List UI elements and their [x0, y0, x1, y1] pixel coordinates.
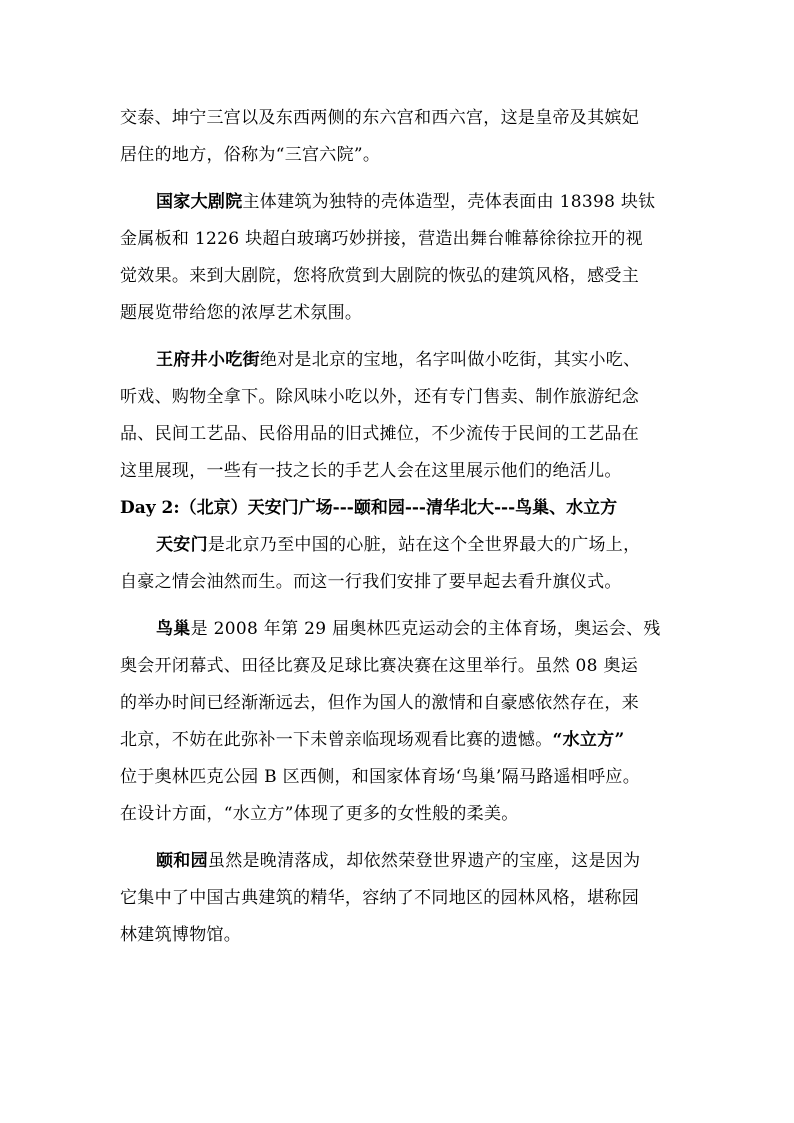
text-line	[120, 527, 680, 564]
text-line: 居住的地方，俗称为“三宫六院”。	[120, 145, 381, 165]
attraction-name: 国家大剧院	[156, 192, 243, 212]
attraction-name: 颐和园	[156, 851, 208, 871]
text-span: 绝对是北京的宝地，名字叫做小吃街，其实小吃、	[259, 350, 641, 370]
text-line: 听戏、购物全拿下。除风味小吃以外，还有专门售卖、制作旅游纪念	[120, 387, 639, 407]
paragraph-wangfujing	[120, 342, 680, 490]
paragraph-national-grand-theater	[120, 184, 680, 332]
paragraph-tiananmen	[120, 527, 680, 601]
text-line: 林建筑博物馆。	[120, 925, 242, 945]
text-line	[120, 722, 680, 759]
text-line: 觉效果。来到大剧院，您将欣赏到大剧院的恢弘的建筑风格，感受主	[120, 266, 639, 286]
text-line	[120, 342, 680, 379]
attraction-name: 天安门	[156, 535, 208, 555]
text-line: 的举办时间已经渐渐远去，但作为国人的激情和自豪感依然存在，来	[120, 693, 639, 713]
paragraph-summer-palace	[120, 843, 680, 954]
text-line: 它集中了中国古典建筑的精华，容纳了不同地区的园林风格，堪称园	[120, 888, 639, 908]
text-line: 奥会开闭幕式、田径比赛及足球比赛决赛在这里举行。虽然 08 奥运	[120, 656, 639, 676]
document-page	[120, 100, 680, 954]
text-line: 交泰、坤宁三宫以及东西两侧的东六宫和西六宫，这是皇帝及其嫔妃	[120, 108, 639, 128]
attraction-name: 王府井小吃街	[156, 350, 260, 370]
text-line: 在设计方面，“水立方”体现了更多的女性般的柔美。	[120, 804, 519, 824]
text-span: 是 2008 年第 29 届奥林匹克运动会的主体育场，奥运会、残	[190, 619, 661, 639]
text-span: 北京，不妨在此弥补一下未曾亲临现场观看比赛的遗憾。	[120, 730, 553, 750]
text-span: 虽然是晚清落成，却依然荣登世界遗产的宝座，这是因为	[207, 851, 641, 871]
day-2-heading: Day 2:（北京）天安门广场---颐和园---清华北大---鸟巢、水立方	[120, 498, 618, 518]
text-line	[120, 184, 680, 221]
text-line: 位于奥林匹克公园 B 区西侧，和国家体育场‘鸟巢’隔马路遥相呼应。	[120, 767, 641, 787]
text-line: 品、民间工艺品、民俗用品的旧式摊位，不少流传于民间的工艺品在	[120, 424, 639, 444]
attraction-name: “水立方”	[552, 730, 625, 750]
text-span: 是北京乃至中国的心脏，站在这个全世界最大的广场上，	[207, 535, 641, 555]
text-line	[120, 611, 680, 648]
text-line: 自豪之情会油然而生。而这一行我们安排了要早起去看升旗仪式。	[120, 572, 622, 592]
paragraph-palaces	[120, 100, 680, 174]
text-line: 这里展现，一些有一技之长的手艺人会在这里展示他们的绝活儿。	[120, 461, 622, 481]
text-line	[120, 843, 680, 880]
attraction-name: 鸟巢	[156, 619, 191, 639]
text-line: 题展览带给您的浓厚艺术氛围。	[120, 303, 363, 323]
text-span: 主体建筑为独特的壳体造型，壳体表面由 18398 块钛	[242, 192, 656, 212]
text-line: 金属板和 1226 块超白玻璃巧妙拼接，营造出舞台帷幕徐徐拉开的视	[120, 229, 643, 249]
paragraph-birds-nest	[120, 611, 680, 833]
